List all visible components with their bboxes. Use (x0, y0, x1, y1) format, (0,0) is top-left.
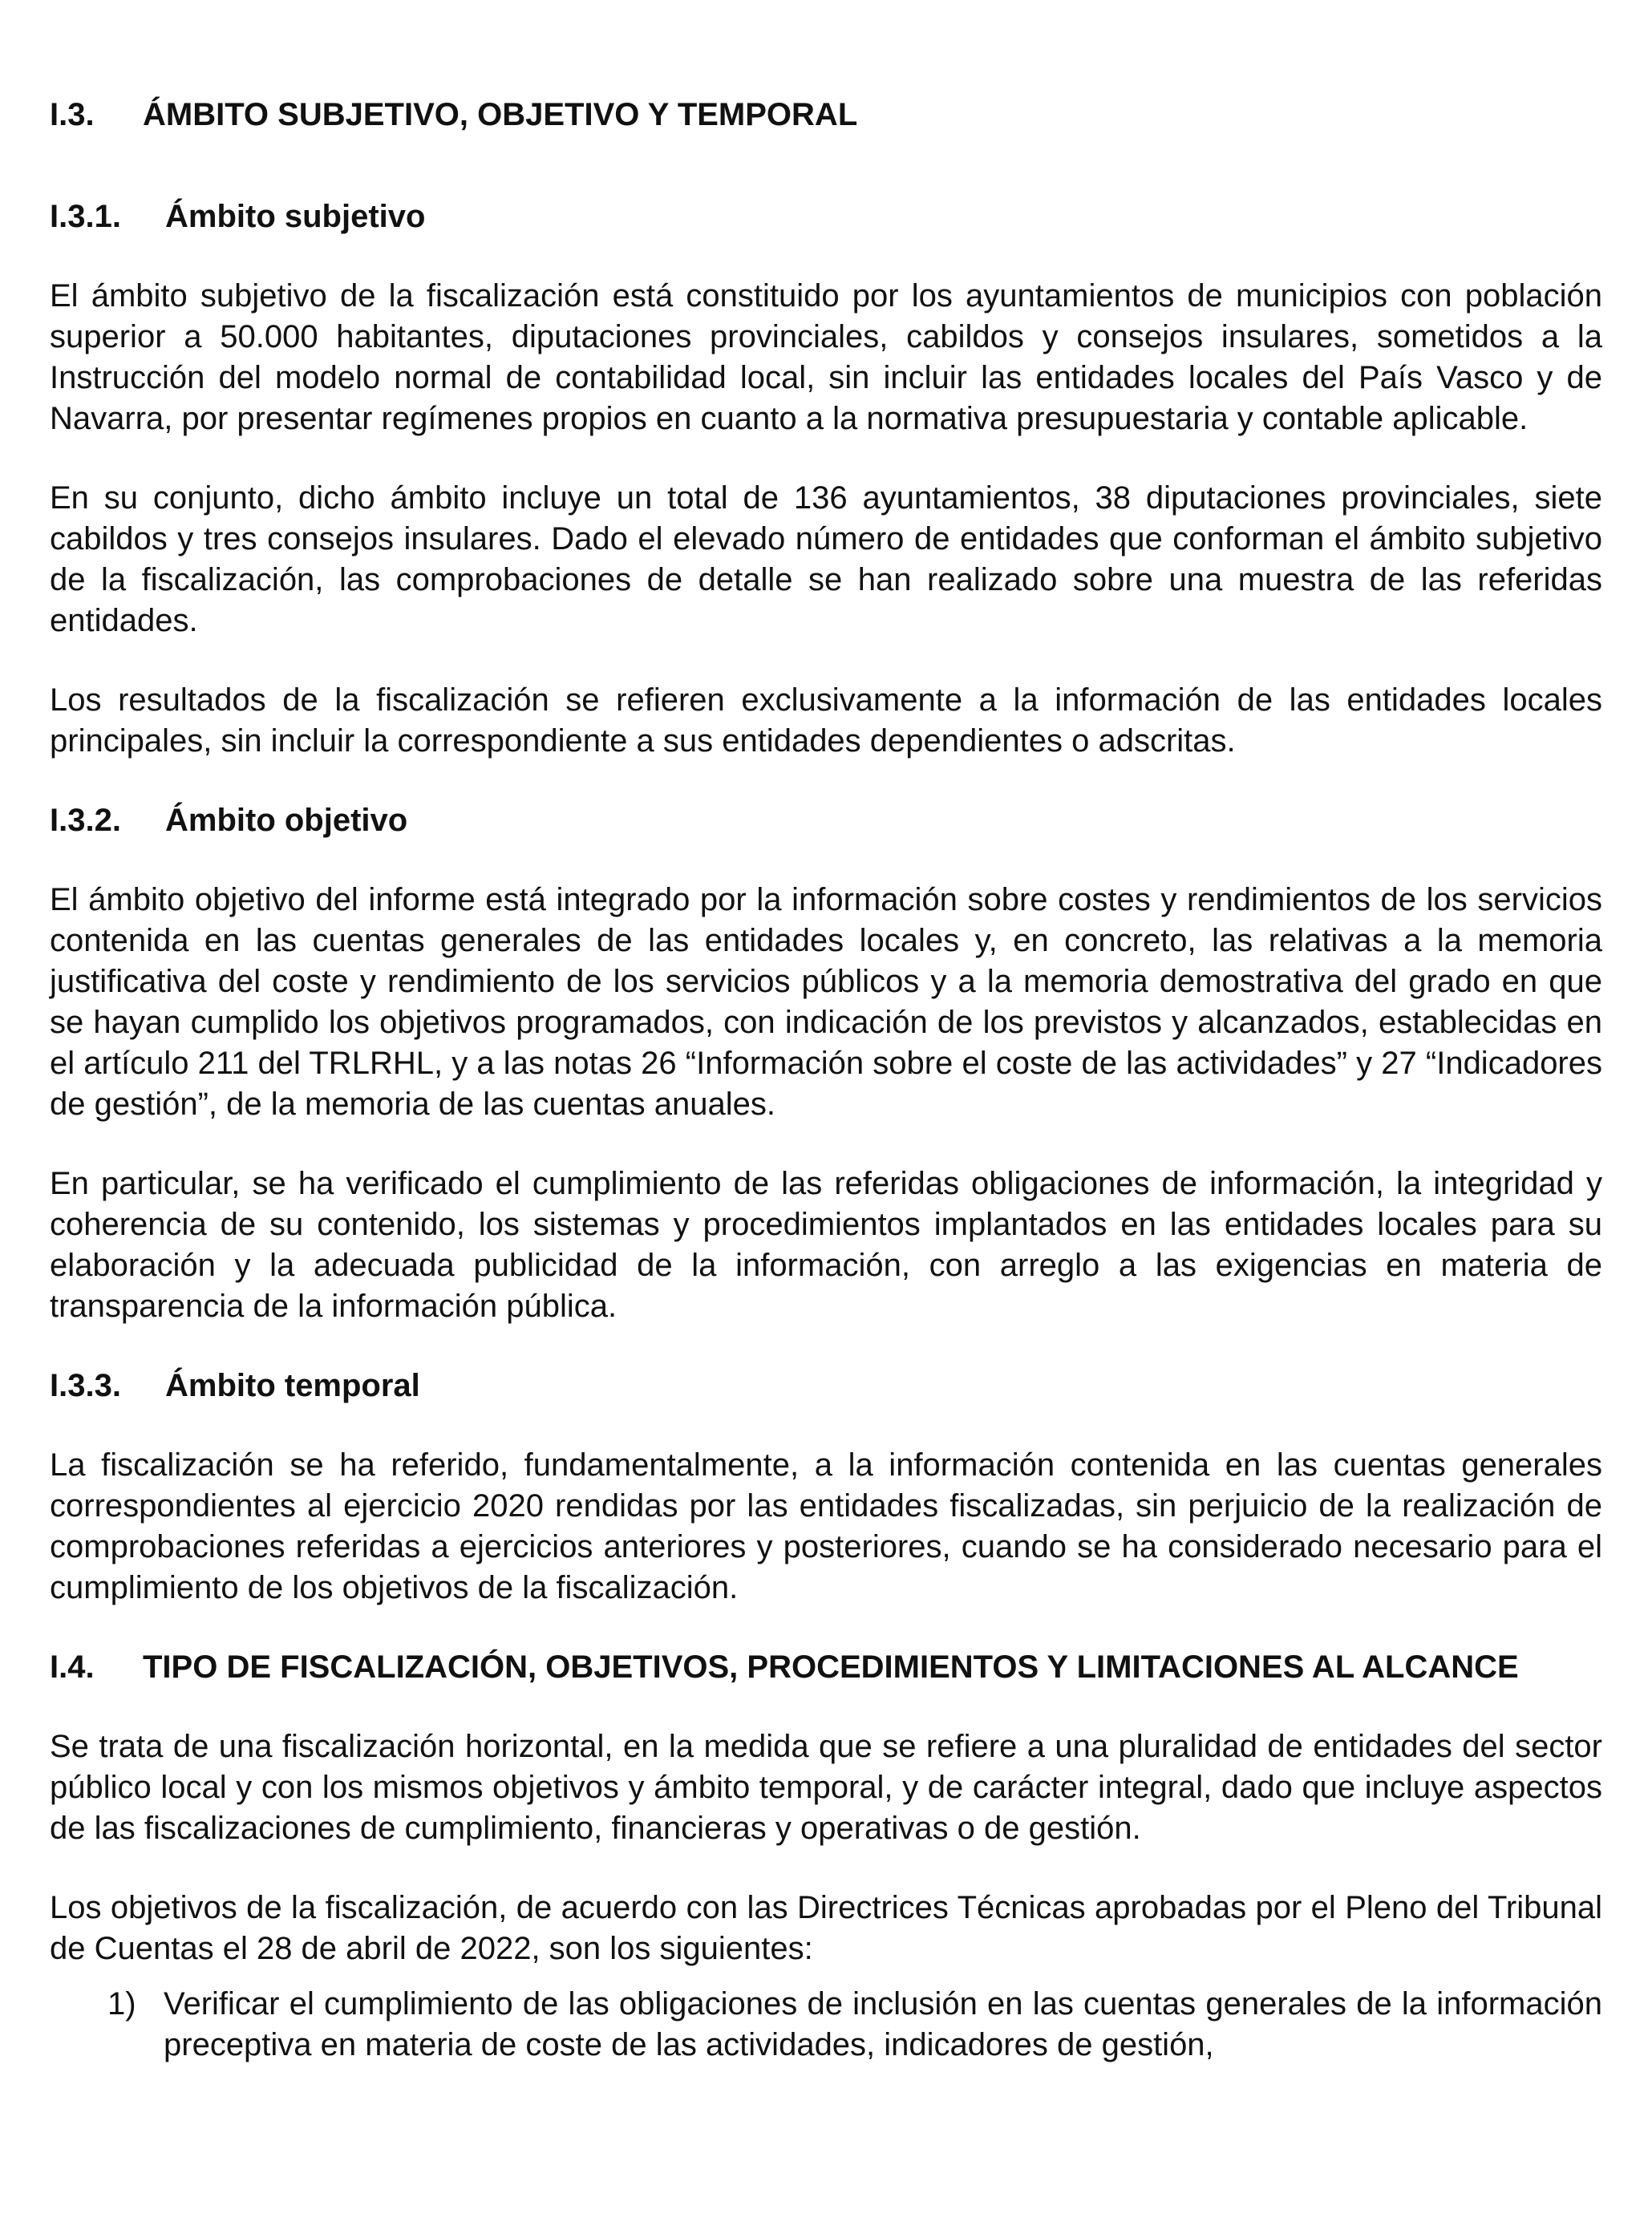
subsection-title: Ámbito objetivo (165, 803, 408, 838)
paragraph: La fiscalización se ha referido, fundamentalmente, a la información contenida en las cuentas generales correspondientes al ejercicio 2020 rendidas por las entidades fiscalizadas, sin perjuicio de la realización de comprobaciones referidas a ejercicios anteriores y posteriores, cuando se ha considerado necesario para el cumplimiento de los objetivos de la fiscalización. (50, 1447, 1602, 1605)
list-marker: 1) (107, 1986, 136, 2022)
paragraph: En su conjunto, dicho ámbito incluye un total de 136 ayuntamientos, 38 diputaciones provinciales, siete cabildos y tres consejos insulares. Dado el elevado número de entidades que conforman el ámbito subjetivo de la fiscalización, las comprobaciones de detalle se han realizado sobre una muestra de las referidas entidades. (50, 480, 1602, 638)
paragraph: El ámbito objetivo del informe está integrado por la información sobre costes y rendimientos de los servicios contenida en las cuentas generales de las entidades locales y, en concreto, las relativas a la memoria justificativa del coste y rendimiento de los servicios públicos y a la memoria demostrativa del grado en que se hayan cumplido los objetivos programados, con indicación de los previstos y alcanzados, establecidas en el artículo 211 del TRLRHL, y a las notas 26 “Información sobre el coste de las actividades” y 27 “Indicadores de gestión”, de la memoria de las cuentas anuales. (50, 882, 1602, 1122)
subsection-heading-i33 (50, 1366, 1602, 1406)
list-item-text: Verificar el cumplimiento de las obligaciones de inclusión en las cuentas generales de la información preceptiva en materia de coste de las actividades, indicadores de gestión, (164, 1986, 1602, 2062)
document-page (50, 95, 1602, 2066)
subsection-heading-i32 (50, 800, 1602, 841)
subsection-number: I.3.3. (50, 1368, 121, 1403)
subsection-title: Ámbito subjetivo (165, 199, 426, 234)
section-number: I.4. (50, 1649, 95, 1685)
section-title: TIPO DE FISCALIZACIÓN, OBJETIVOS, PROCEDIMIENTOS Y LIMITACIONES AL ALCANCE (143, 1649, 1519, 1685)
objectives-list (50, 1984, 1602, 2066)
section-heading-i3 (50, 95, 1602, 136)
paragraph: El ámbito subjetivo de la fiscalización está constituido por los ayuntamientos de municipios con población superior a 50.000 habitantes, diputaciones provinciales, cabildos y consejos insulares, sometidos a la Instrucción del modelo normal de contabilidad local, sin incluir las entidades locales del País Vasco y de Navarra, por presentar regímenes propios en cuanto a la normativa presupuestaria y contable aplicable. (50, 278, 1602, 436)
paragraph: Los resultados de la fiscalización se refieren exclusivamente a la información de las entidades locales principales, sin incluir la correspondiente a sus entidades dependientes o adscritas. (50, 682, 1602, 759)
section-number: I.3. (50, 97, 95, 132)
paragraph: Se trata de una fiscalización horizontal, en la medida que se refiere a una pluralidad de entidades del sector público local y con los mismos objetivos y ámbito temporal, y de carácter integral, dado que incluye aspectos de las fiscalizaciones de cumplimiento, financieras y operativas o de gestión. (50, 1729, 1602, 1846)
subsection-title: Ámbito temporal (165, 1368, 420, 1403)
subsection-heading-i31 (50, 196, 1602, 237)
subsection-number: I.3.1. (50, 199, 121, 234)
paragraph: En particular, se ha verificado el cumplimiento de las referidas obligaciones de información, la integridad y coherencia de su contenido, los sistemas y procedimientos implantados en las entidades locales para su elaboración y la adecuada publicidad de la información, con arreglo a las exigencias en materia de transparencia de la información pública. (50, 1166, 1602, 1324)
list-item (50, 1984, 1602, 2066)
paragraph: Los objetivos de la fiscalización, de acuerdo con las Directrices Técnicas aprobadas por el Pleno del Tribunal de Cuentas el 28 de abril de 2022, son los siguientes: (50, 1890, 1602, 1966)
section-title: ÁMBITO SUBJETIVO, OBJETIVO Y TEMPORAL (143, 97, 858, 132)
section-heading-i4 (50, 1647, 1602, 1688)
subsection-number: I.3.2. (50, 803, 121, 838)
